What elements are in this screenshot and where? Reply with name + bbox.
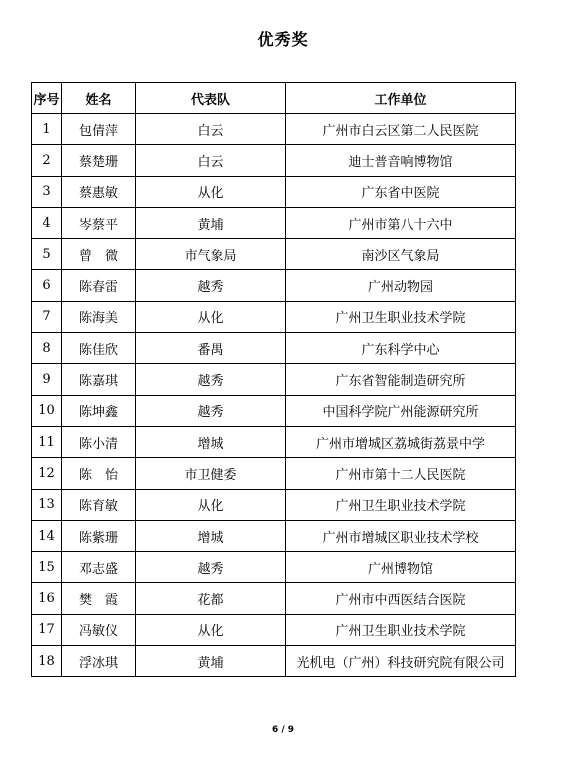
cell-team: 从化	[136, 614, 286, 645]
cell-unit: 广州市第八十六中	[286, 207, 516, 238]
cell-unit: 广州博物馆	[286, 552, 516, 583]
table-header-row	[32, 83, 516, 114]
header-no: 序号	[32, 83, 62, 114]
cell-name: 陈嘉琪	[62, 364, 136, 395]
cell-team: 市气象局	[136, 239, 286, 270]
cell-name: 陈春雷	[62, 270, 136, 301]
table-row	[32, 583, 516, 614]
table-row	[32, 646, 516, 677]
cell-team: 从化	[136, 489, 286, 520]
table-row	[32, 114, 516, 145]
cell-team: 增城	[136, 426, 286, 457]
cell-name: 陈紫珊	[62, 520, 136, 551]
awards-table	[31, 82, 516, 677]
cell-team: 白云	[136, 145, 286, 176]
cell-team: 花都	[136, 583, 286, 614]
table-row	[32, 239, 516, 270]
cell-team: 增城	[136, 520, 286, 551]
cell-unit: 中国科学院广州能源研究所	[286, 395, 516, 426]
cell-team: 越秀	[136, 364, 286, 395]
cell-unit: 广州市增城区职业技术学校	[286, 520, 516, 551]
table-row	[32, 207, 516, 238]
table-row	[32, 458, 516, 489]
cell-no: 7	[32, 301, 62, 332]
cell-name: 浮冰琪	[62, 646, 136, 677]
cell-name: 陈 怡	[62, 458, 136, 489]
cell-no: 12	[32, 458, 62, 489]
cell-no: 9	[32, 364, 62, 395]
cell-unit: 广州市中西医结合医院	[286, 583, 516, 614]
cell-name: 曾 微	[62, 239, 136, 270]
cell-unit: 广州卫生职业技术学院	[286, 614, 516, 645]
cell-no: 4	[32, 207, 62, 238]
cell-unit: 广州卫生职业技术学院	[286, 301, 516, 332]
cell-no: 18	[32, 646, 62, 677]
table-row	[32, 301, 516, 332]
cell-team: 越秀	[136, 552, 286, 583]
table-body	[32, 114, 516, 677]
cell-no: 10	[32, 395, 62, 426]
cell-name: 包倩萍	[62, 114, 136, 145]
cell-no: 8	[32, 333, 62, 364]
header-team: 代表队	[136, 83, 286, 114]
cell-no: 16	[32, 583, 62, 614]
cell-name: 蔡楚珊	[62, 145, 136, 176]
cell-team: 从化	[136, 301, 286, 332]
table-row	[32, 489, 516, 520]
cell-no: 15	[32, 552, 62, 583]
cell-no: 17	[32, 614, 62, 645]
table-row	[32, 333, 516, 364]
header-unit: 工作单位	[286, 83, 516, 114]
cell-unit: 光机电（广州）科技研究院有限公司	[286, 646, 516, 677]
cell-unit: 广州卫生职业技术学院	[286, 489, 516, 520]
cell-team: 越秀	[136, 270, 286, 301]
cell-unit: 广州市增城区荔城街荔景中学	[286, 426, 516, 457]
header-name: 姓名	[62, 83, 136, 114]
cell-name: 陈小清	[62, 426, 136, 457]
table-row	[32, 145, 516, 176]
cell-team: 越秀	[136, 395, 286, 426]
cell-no: 3	[32, 176, 62, 207]
table-row	[32, 552, 516, 583]
table-row	[32, 270, 516, 301]
cell-name: 陈海美	[62, 301, 136, 332]
cell-unit: 广州市白云区第二人民医院	[286, 114, 516, 145]
table-row	[32, 614, 516, 645]
cell-no: 11	[32, 426, 62, 457]
cell-team: 从化	[136, 176, 286, 207]
cell-team: 白云	[136, 114, 286, 145]
cell-unit: 迪士普音响博物馆	[286, 145, 516, 176]
cell-unit: 广东省智能制造研究所	[286, 364, 516, 395]
cell-unit: 广州市第十二人民医院	[286, 458, 516, 489]
cell-no: 14	[32, 520, 62, 551]
cell-name: 邓志盛	[62, 552, 136, 583]
table-row	[32, 395, 516, 426]
page-number: 6 / 9	[271, 725, 295, 735]
cell-team: 市卫健委	[136, 458, 286, 489]
table-row	[32, 364, 516, 395]
cell-name: 陈佳欣	[62, 333, 136, 364]
cell-name: 陈坤鑫	[62, 395, 136, 426]
cell-team: 黄埔	[136, 207, 286, 238]
cell-no: 13	[32, 489, 62, 520]
cell-no: 5	[32, 239, 62, 270]
page-title: 优秀奖	[257, 30, 309, 49]
table-row	[32, 520, 516, 551]
cell-unit: 广东省中医院	[286, 176, 516, 207]
table-row	[32, 176, 516, 207]
cell-no: 6	[32, 270, 62, 301]
cell-unit: 广州动物园	[286, 270, 516, 301]
cell-name: 陈育敏	[62, 489, 136, 520]
cell-name: 樊 霞	[62, 583, 136, 614]
cell-no: 1	[32, 114, 62, 145]
cell-name: 冯敏仪	[62, 614, 136, 645]
cell-name: 岑蔡平	[62, 207, 136, 238]
cell-team: 黄埔	[136, 646, 286, 677]
cell-name: 蔡惠敏	[62, 176, 136, 207]
cell-team: 番禺	[136, 333, 286, 364]
cell-no: 2	[32, 145, 62, 176]
cell-unit: 南沙区气象局	[286, 239, 516, 270]
table-row	[32, 426, 516, 457]
cell-unit: 广东科学中心	[286, 333, 516, 364]
